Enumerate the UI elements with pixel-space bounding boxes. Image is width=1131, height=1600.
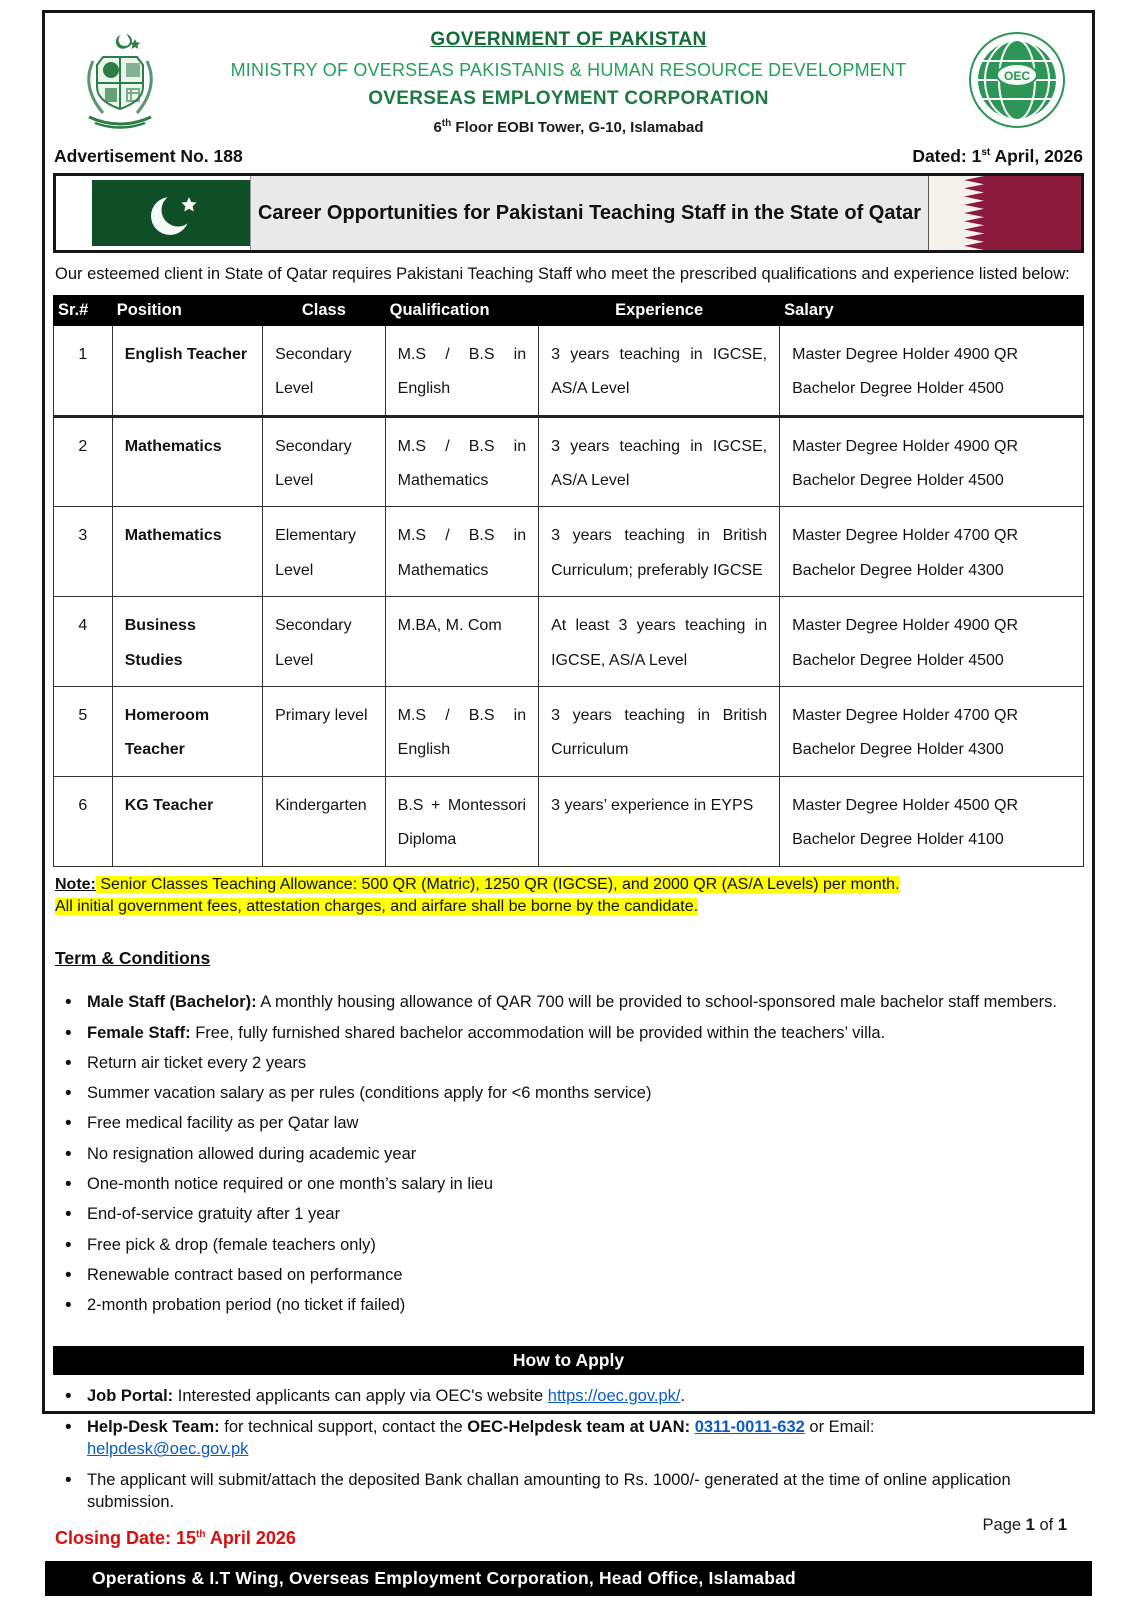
apply-item-job-portal: • Job Portal: Interested applicants can apply via OEC's website https://oec.gov.pk/.: [59, 1385, 1082, 1408]
term-item: • End-of-service gratuity after 1 year: [59, 1203, 1082, 1226]
column-header-class: Class: [263, 295, 386, 325]
column-header-sr: Sr.#: [54, 295, 113, 325]
advertisement-number: Advertisement No. 188: [54, 146, 243, 166]
advertisement-date: Dated: 1st April, 2026: [912, 146, 1083, 166]
column-header-experience: Experience: [539, 295, 780, 325]
oec-website-link[interactable]: https://oec.gov.pk/: [547, 1387, 681, 1406]
page-indicator: Page 1 of 1: [982, 1516, 1067, 1534]
banner-title: Career Opportunities for Pakistani Teaching Staff in the State of Qatar: [257, 201, 922, 224]
table-row: 4 Business Studies Secondary Level M.BA, M. Com At least 3 years teaching in IGCSE, AS/A Level Master Degree Holder 4900 QR Bachelor Degree Holder 4500: [54, 597, 1084, 687]
corporation-address: 6th Floor EOBI Tower, G-10, Islamabad: [433, 118, 704, 136]
apply-item-helpdesk: • Help-Desk Team: for technical support, contact the OEC-Helpdesk team at UAN: 0311-0011-632 or Email: helpdesk@oec.gov.pk: [59, 1416, 1082, 1462]
apply-item-bank-challan: • The applicant will submit/attach the deposited Bank challan amounting to Rs. 1000/- generated at the time of online application submission.: [59, 1469, 1082, 1515]
apply-list: [59, 1385, 1082, 1521]
header-titles: [185, 25, 952, 136]
footer-bar: Operations & I.T Wing, Overseas Employment Corporation, Head Office, Islamabad: [45, 1561, 1092, 1596]
term-item: • Free pick & drop (female teachers only): [59, 1234, 1082, 1257]
term-item: • Return air ticket every 2 years: [59, 1052, 1082, 1075]
column-header-position: Position: [112, 295, 262, 325]
table-row: 1 English Teacher Secondary Level M.S / B.S in English 3 years teaching in IGCSE, AS/A Level Master Degree Holder 4900 QR Bachelor Degree Holder 4500: [54, 325, 1084, 416]
term-item: • Summer vacation salary as per rules (conditions apply for <6 months service): [59, 1082, 1082, 1105]
term-item-male-staff: • Male Staff (Bachelor): A monthly housing allowance of QAR 700 will be provided to school-sponsored male bachelor staff members.: [59, 991, 1082, 1014]
note-block: [45, 867, 1092, 919]
term-item: • One-month notice required or one month’s salary in lieu: [59, 1173, 1082, 1196]
table-row: 6 KG Teacher Kindergarten B.S + Montessori Diploma 3 years’ experience in EYPS Master Degree Holder 4500 QR Bachelor Degree Holder 4100: [54, 776, 1084, 866]
government-title: GOVERNMENT OF PAKISTAN: [430, 29, 707, 50]
term-item: • No resignation allowed during academic year: [59, 1143, 1082, 1166]
terms-list: [59, 991, 1082, 1324]
pakistan-emblem-icon: [55, 25, 185, 135]
corporation-title: OVERSEAS EMPLOYMENT CORPORATION: [368, 88, 769, 109]
term-item: • Free medical facility as per Qatar law: [59, 1112, 1082, 1135]
closing-date: Closing Date: 15th April 2026: [55, 1527, 296, 1548]
table-row: 2 Mathematics Secondary Level M.S / B.S in Mathematics 3 years teaching in IGCSE, AS/A Level Master Degree Holder 4900 QR Bachelor Degree Holder 4500: [54, 416, 1084, 507]
note-line-1: Note: Senior Classes Teaching Allowance: 500 QR (Matric), 1250 QR (IGCSE), and 2000 QR (AS/A Levels) per month.: [55, 875, 900, 893]
how-to-apply-heading: How to Apply: [53, 1346, 1084, 1375]
column-header-salary: Salary: [780, 295, 1084, 325]
pakistan-flag-icon: [92, 180, 250, 246]
advertisement-meta-row: [45, 136, 1092, 171]
terms-heading: Term & Conditions: [55, 948, 211, 969]
term-item-female-staff: • Female Staff: Free, fully furnished shared bachelor accommodation will be provided within the teachers’ villa.: [59, 1022, 1082, 1045]
uan-phone-link[interactable]: 0311-0011-632: [694, 1417, 805, 1436]
banner-left-spacer: [56, 176, 92, 250]
title-banner: [53, 173, 1084, 253]
ministry-title: MINISTRY OF OVERSEAS PAKISTANIS & HUMAN RESOURCE DEVELOPMENT: [230, 60, 907, 80]
qatar-flag-icon: [929, 176, 1081, 250]
svg-text:OEC: OEC: [1003, 69, 1031, 83]
table-row: 5 Homeroom Teacher Primary level M.S / B.S in English 3 years teaching in British Curriculum Master Degree Holder 4700 QR Bachelor Degree Holder 4300: [54, 687, 1084, 777]
intro-paragraph: Our esteemed client in State of Qatar requires Pakistani Teaching Staff who meet the prescribed qualifications and experience listed below:: [55, 265, 1070, 283]
table-row: 3 Mathematics Elementary Level M.S / B.S in Mathematics 3 years teaching in British Curriculum; preferably IGCSE Master Degree Holder 4700 QR Bachelor Degree Holder 4300: [54, 507, 1084, 597]
document-header: [45, 13, 1092, 136]
banner-title-box: [250, 176, 929, 250]
note-line-2: All initial government fees, attestation charges, and airfare shall be borne by the candidate.: [55, 898, 699, 915]
column-header-qualification: Qualification: [385, 295, 538, 325]
note-label: Note:: [55, 875, 96, 893]
table-header-row: [54, 295, 1084, 325]
oec-logo-icon: [952, 25, 1082, 129]
helpdesk-email-link[interactable]: helpdesk@oec.gov.pk: [87, 1440, 249, 1459]
positions-table: [53, 295, 1084, 867]
term-item: • Renewable contract based on performance: [59, 1264, 1082, 1287]
term-item: • 2-month probation period (no ticket if failed): [59, 1294, 1082, 1317]
